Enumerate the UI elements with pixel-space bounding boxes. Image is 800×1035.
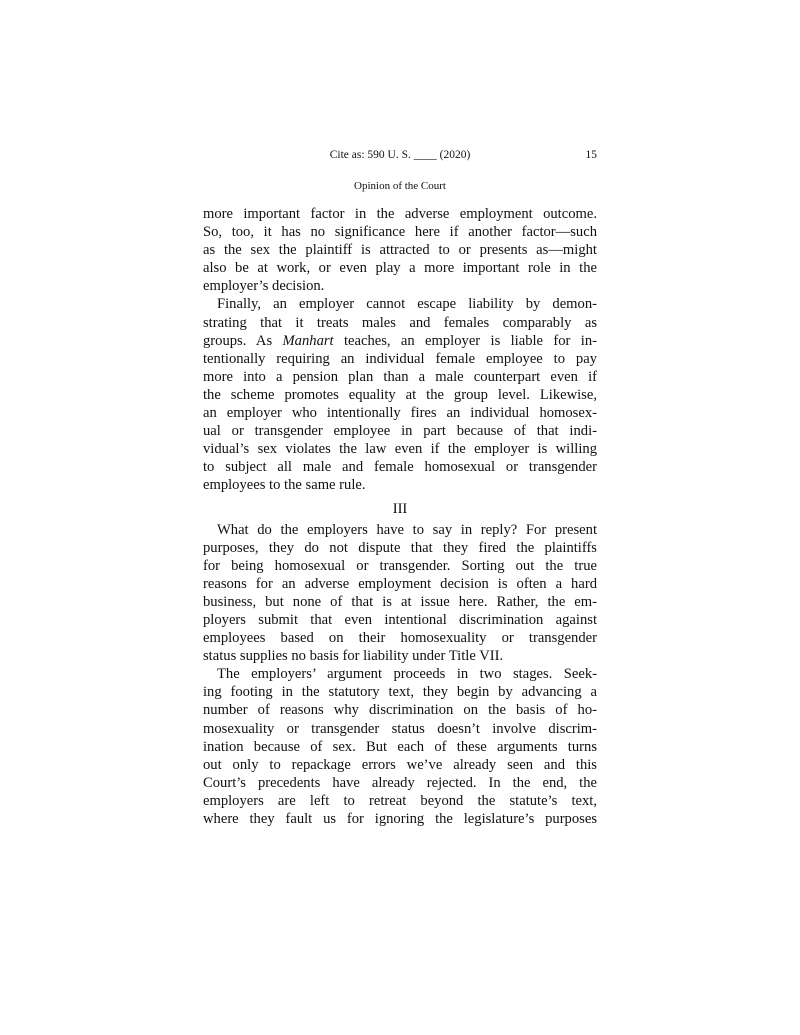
text-line: business, but none of that is at issue here. Rather, the em- (203, 593, 597, 610)
paragraph-employers-reply (203, 521, 597, 666)
text-line: an employer who intentionally fires an individual homosex- (203, 405, 597, 422)
text-line: as the sex the plaintiff is attracted to or presents as—might (203, 242, 597, 259)
text-line: more important factor in the adverse employment outcome. (203, 206, 597, 222)
opinion-body (203, 205, 597, 828)
text-line: employees to the same rule. (203, 477, 366, 494)
text-line: where they fault us for ignoring the legislature’s purposes (203, 811, 597, 827)
text-line: more into a pension plan than a male counterpart even if (203, 368, 597, 385)
text-line: vidual’s sex violates the law even if the employer is willing (203, 441, 597, 458)
text-line: to subject all male and female homosexual or transgender (203, 459, 597, 476)
text-run: teaches, an employer is liable for in- (333, 332, 597, 349)
text-line: ual or transgender employee in part because of that indi- (203, 423, 597, 440)
text-line: The employers’ argument proceeds in two stages. Seek- (217, 666, 597, 683)
text-line: number of reasons why discrimination on the basis of ho- (203, 702, 597, 719)
text-line: mosexuality or transgender status doesn’t involve discrim- (203, 720, 597, 737)
section-heading: III (392, 500, 408, 517)
opinion-label: Opinion of the Court (354, 180, 446, 192)
paragraph-continued (203, 205, 597, 295)
text-line (203, 332, 597, 350)
text-line: strating that it treats males and females comparably as (203, 314, 597, 331)
text-line: out only to repackage errors we’ve already seen and this (203, 756, 597, 773)
running-header (203, 149, 597, 165)
text-line: for being homosexual or transgender. Sorting out the true (203, 557, 597, 574)
text-line: ination because of sex. But each of these arguments turns (203, 738, 597, 755)
text-line: ployers submit that even intentional discrimination against (203, 611, 597, 628)
text-line: Finally, an employer cannot escape liability by demon- (217, 296, 597, 313)
text-line: ing footing in the statutory text, they begin by advancing a (203, 684, 597, 701)
case-name-manhart: Manhart (282, 332, 334, 349)
text-line: So, too, it has no significance here if another factor—such (203, 224, 597, 241)
text-line: status supplies no basis for liability under Title VII. (203, 648, 504, 665)
text-line: Court’s precedents have already rejected. In the end, the (203, 774, 597, 791)
text-line: tentionally requiring an individual female employee to pay (203, 350, 597, 367)
page-number: 15 (585, 149, 597, 161)
text-run: groups. As (203, 332, 283, 349)
paragraph-manhart (203, 295, 597, 494)
paragraph-two-stages (203, 665, 597, 828)
text-line: employees based on their homosexuality or transgender (203, 630, 597, 647)
text-line: reasons for an adverse employment decision is often a hard (203, 575, 597, 592)
text-line: What do the employers have to say in reply? For present (217, 521, 597, 538)
citation: Cite as: 590 U. S. ____ (2020) (329, 149, 471, 161)
text-line: the scheme promotes equality at the group level. Likewise, (203, 386, 597, 403)
text-line: purposes, they do not dispute that they fired the plaintiffs (203, 539, 597, 556)
text-line: employer’s decision. (203, 278, 325, 295)
text-line: employers are left to retreat beyond the statute’s text, (203, 792, 597, 809)
text-line: also be at work, or even play a more important role in the (203, 260, 597, 277)
